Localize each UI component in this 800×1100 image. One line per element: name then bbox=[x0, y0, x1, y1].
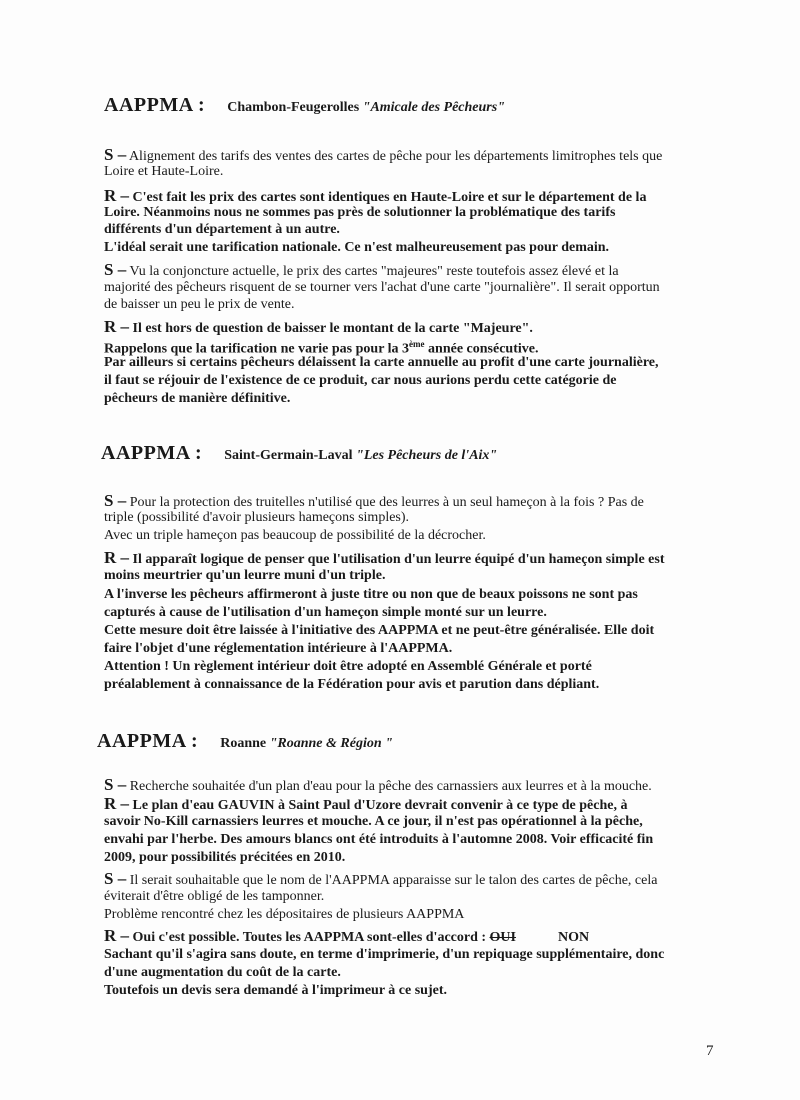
line-text: éviterait d'être obligé de les tamponner. bbox=[104, 889, 325, 904]
line-text: Il serait souhaitable que le nom de l'AAPPMA apparaisse sur le talon des cartes de pêche, cela bbox=[126, 873, 658, 888]
club-title: "Les Pêcheurs de l'Aix" bbox=[356, 448, 498, 463]
section-header bbox=[101, 442, 497, 465]
text-line bbox=[104, 604, 547, 621]
line-text: Par ailleurs si certains pêcheurs délaissent la carte annuelle au profit d'une carte journalière, bbox=[104, 355, 659, 370]
line-text: A l'inverse les pêcheurs affirmeront à juste titre ou non que de beaux poissons ne sont pas bbox=[104, 587, 638, 602]
text-line bbox=[104, 964, 341, 981]
superscript: ème bbox=[409, 339, 425, 349]
text-line bbox=[104, 586, 638, 603]
line-marker: R – bbox=[104, 186, 130, 205]
line-marker: S – bbox=[104, 145, 127, 164]
club-name bbox=[220, 736, 393, 751]
line-text-after: NON bbox=[515, 930, 590, 945]
line-text: envahi par l'herbe. Des amours blancs ont été introduits à l'automne 2008. Voir efficacité fin bbox=[104, 832, 654, 847]
line-marker: S – bbox=[104, 775, 127, 794]
line-text: Cette mesure doit être laissée à l'initiative des AAPPMA et ne peut-être généralisée. Elle doit bbox=[104, 623, 655, 638]
line-text: savoir No-Kill carnassiers leurres et mouche. A ce jour, il n'est pas opérationnel à la pêche, bbox=[104, 814, 643, 829]
line-text: il faut se réjouir de l'existence de ce produit, car nous aurions perdu cette catégorie de bbox=[104, 373, 617, 388]
line-text: Problème rencontré chez les dépositaires de plusieurs AAPPMA bbox=[104, 907, 465, 922]
line-text: C'est fait les prix des cartes sont identiques en Haute-Loire et sur le département de la bbox=[129, 190, 647, 205]
line-text: Loire. Néanmoins nous ne sommes pas près de solutionner la problématique des tarifs bbox=[104, 205, 616, 220]
line-text: Attention ! Un règlement intérieur doit être adopté en Assemblé Générale et porté bbox=[104, 659, 592, 674]
text-line bbox=[104, 549, 664, 568]
club-place: Roanne bbox=[220, 736, 267, 751]
text-line bbox=[104, 221, 340, 238]
text-line bbox=[104, 831, 653, 848]
section-tag: AAPPMA : bbox=[104, 94, 206, 116]
club-place: Saint-Germain-Laval bbox=[224, 448, 353, 463]
text-line bbox=[104, 163, 223, 180]
line-text: majorité des pêcheurs risquent de se tourner vers l'achat d'une carte "journalière". Il serait opportun bbox=[104, 280, 660, 295]
text-line bbox=[104, 509, 409, 526]
text-line bbox=[104, 204, 615, 221]
line-text: différents d'un département à un autre. bbox=[104, 222, 340, 237]
text-line bbox=[104, 354, 659, 371]
text-line bbox=[104, 296, 295, 313]
line-text: Alignement des tarifs des ventes des cartes de pêche pour les départements limitrophes tels que bbox=[126, 149, 663, 164]
section-tag: AAPPMA : bbox=[97, 730, 199, 752]
club-title: "Amicale des Pêcheurs" bbox=[362, 100, 505, 115]
text-line bbox=[104, 261, 619, 280]
club-name bbox=[227, 100, 505, 115]
text-line bbox=[104, 946, 664, 963]
text-line bbox=[104, 239, 609, 256]
line-text: faire l'objet d'une réglementation intérieure à l'AAPPMA. bbox=[104, 641, 453, 656]
line-marker: R – bbox=[104, 926, 130, 945]
section-tag: AAPPMA : bbox=[101, 442, 203, 464]
text-line bbox=[104, 906, 464, 923]
text-line bbox=[104, 640, 452, 657]
line-text: Il apparaît logique de penser que l'utilisation d'un leurre équipé d'un hameçon simple est bbox=[129, 552, 665, 567]
line-text: moins meurtrier qu'un leurre muni d'un triple. bbox=[104, 568, 386, 583]
line-text: Rappelons que la tarification ne varie pas pour la 3 bbox=[104, 341, 410, 357]
line-marker: R – bbox=[104, 317, 130, 336]
line-text: préalablement à connaissance de la Fédération pour avis et parution dans dépliant. bbox=[104, 677, 600, 692]
club-name bbox=[224, 448, 497, 463]
line-marker: R – bbox=[104, 548, 130, 567]
line-text: triple (possibilité d'avoir plusieurs hameçons simples). bbox=[104, 510, 410, 525]
line-text: de baisser un peu le prix de vente. bbox=[104, 297, 295, 312]
text-line bbox=[104, 813, 643, 830]
line-text: Avec un triple hameçon pas beaucoup de possibilité de la décrocher. bbox=[104, 528, 486, 543]
struck-option: OUI bbox=[489, 930, 516, 945]
line-text: Le plan d'eau GAUVIN à Saint Paul d'Uzore devrait convenir à ce type de pêche, à bbox=[129, 798, 628, 813]
text-line bbox=[104, 567, 385, 584]
text-line bbox=[104, 927, 589, 946]
text-line bbox=[104, 982, 447, 999]
text-line bbox=[104, 776, 652, 795]
club-title: "Roanne & Région " bbox=[269, 736, 393, 751]
text-line bbox=[104, 676, 599, 693]
text-line bbox=[104, 870, 657, 889]
line-text: 2009, pour possibilités précitées en 2010. bbox=[104, 850, 346, 865]
text-line bbox=[104, 527, 486, 544]
line-text: Pour la protection des truitelles n'utilisé que des leurres à un seul hameçon à la fois ? Pas de bbox=[126, 495, 644, 510]
line-text: capturés à cause de l'utilisation d'un hameçon simple monté sur un leurre. bbox=[104, 605, 547, 620]
text-line bbox=[104, 279, 660, 296]
club-place: Chambon-Feugerolles bbox=[227, 100, 360, 115]
page-number: 7 bbox=[706, 1043, 714, 1059]
line-text: L'idéal serait une tarification nationale. Ce n'est malheureusement pas pour demain. bbox=[104, 240, 610, 255]
text-line bbox=[104, 888, 324, 905]
line-text: d'une augmentation du coût de la carte. bbox=[104, 965, 341, 980]
line-text: Toutefois un devis sera demandé à l'imprimeur à ce sujet. bbox=[104, 983, 447, 998]
line-marker: S – bbox=[104, 869, 127, 888]
section-header bbox=[104, 94, 505, 117]
text-line bbox=[104, 390, 290, 407]
text-line bbox=[104, 622, 654, 639]
line-text: Il est hors de question de baisser le montant de la carte "Majeure". bbox=[129, 321, 533, 336]
line-text: Loire et Haute-Loire. bbox=[104, 164, 224, 179]
text-line bbox=[104, 849, 345, 866]
line-text: Vu la conjoncture actuelle, le prix des cartes "majeures" reste toutefois assez élevé et la bbox=[126, 264, 619, 279]
text-line bbox=[104, 372, 616, 389]
line-text: Oui c'est possible. Toutes les AAPPMA sont-elles d'accord : bbox=[129, 930, 490, 945]
section-header bbox=[97, 730, 393, 753]
line-text: Recherche souhaitée d'un plan d'eau pour la pêche des carnassiers aux leurres et à la mouche. bbox=[126, 779, 652, 794]
line-marker: S – bbox=[104, 491, 127, 510]
line-marker: R – bbox=[104, 794, 130, 813]
text-line bbox=[104, 318, 533, 337]
line-text: pêcheurs de manière définitive. bbox=[104, 391, 291, 406]
line-marker: S – bbox=[104, 260, 127, 279]
line-text-after: année consécutive. bbox=[424, 341, 539, 357]
text-line bbox=[104, 795, 627, 814]
text-line bbox=[104, 658, 592, 675]
line-text: Sachant qu'il s'agira sans doute, en terme d'imprimerie, d'un repiquage supplémentaire, donc bbox=[104, 947, 665, 962]
